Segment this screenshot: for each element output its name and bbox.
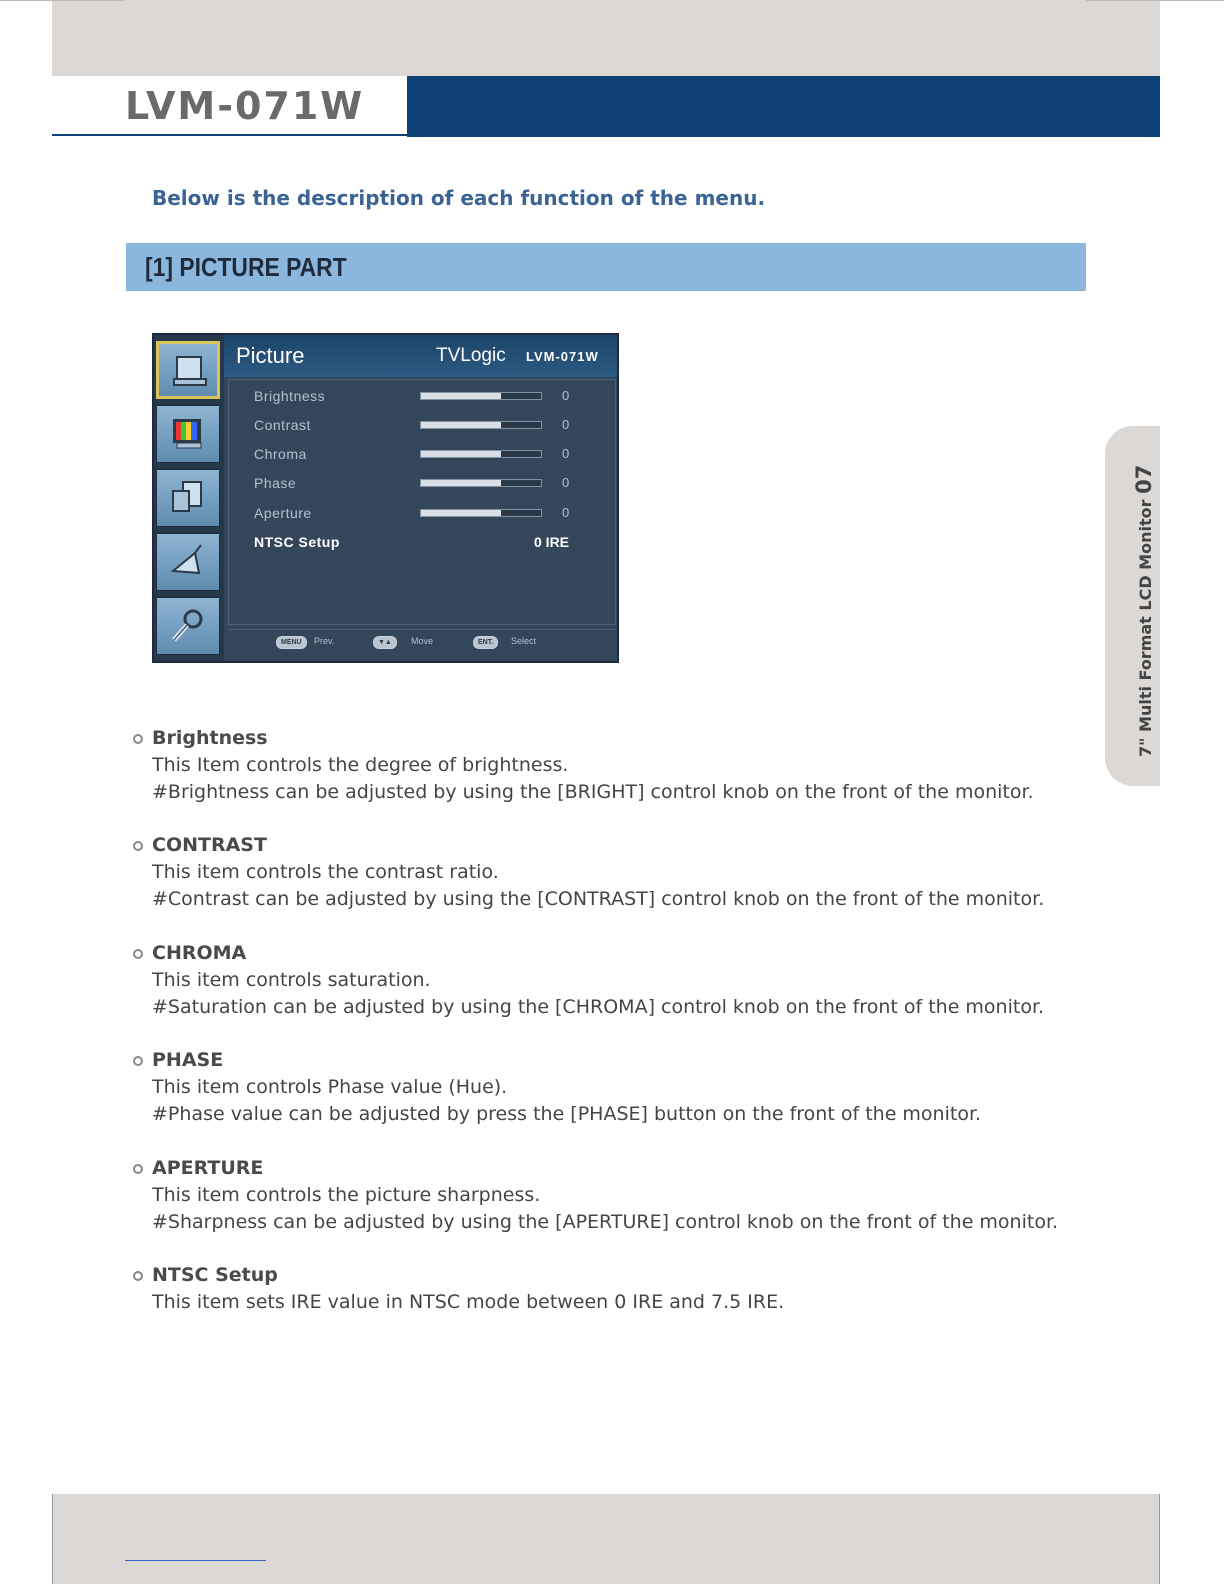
item-note: #Phase value can be adjusted by press the [PHASE] button on the front of the monitor. [152,1103,982,1125]
item-description: This Item controls the degree of brightness. [152,754,569,776]
osd-enter-key-label: Select [511,636,537,646]
item-description: This item controls the contrast ratio. [152,861,499,883]
header-rule-left [0,0,125,1]
item-note: #Saturation can be adjusted by using the [CHROMA] control knob on the front of the monitor. [152,996,1045,1018]
osd-bar-phase [420,479,542,487]
item-description: This item controls the picture sharpness. [152,1184,541,1206]
item-note: #Brightness can be adjusted by using the [BRIGHT] control knob on the front of the monitor. [152,781,1034,803]
osd-menu-key-label: Prev. [314,636,335,646]
item-description: This item sets IRE value in NTSC mode between 0 IRE and 7.5 IRE. [152,1291,785,1313]
footer-edge-left [52,1494,53,1584]
bullet-icon [133,841,143,851]
bullet-icon [133,1271,143,1281]
item-title: Brightness [152,727,268,749]
bullet-icon [133,949,143,959]
osd-menu-key: MENU [276,636,307,649]
item-title: CONTRAST [152,834,267,856]
osd-title: Picture [236,343,305,368]
footer-edge-right [1159,1494,1160,1584]
osd-bar-contrast [420,421,542,429]
wrench-icon [156,597,220,655]
satellite-icon [156,533,220,591]
osd-label-brightness: Brightness [254,388,326,404]
color-bars-icon [156,405,220,463]
header-blue-band [407,76,1160,137]
osd-value-phase: 0 [562,475,570,490]
osd-value-contrast: 0 [562,417,570,432]
item-contrast [152,832,1044,913]
osd-value-chroma: 0 [562,446,570,461]
item-note: #Sharpness can be adjusted by using the [APERTURE] control knob on the front of the monitor. [152,1211,1059,1233]
osd-move-key-label: Move [411,636,434,646]
item-description: This item controls Phase value (Hue). [152,1076,508,1098]
item-phase [152,1047,981,1128]
item-description: This item controls saturation. [152,969,431,991]
footer-link-underline [125,1560,266,1561]
monitor-icon [156,341,220,399]
osd-enter-key: ENT. [473,636,498,649]
item-brightness [152,725,1034,806]
item-ntsc-setup [152,1262,784,1316]
side-tab-label: 7" Multi Format LCD Monitor [1136,499,1155,757]
item-note: #Contrast can be adjusted by using the [CONTRAST] control knob on the front of the monitor. [152,888,1045,910]
item-title: PHASE [152,1049,224,1071]
model-logo: LVM-071W [125,84,365,128]
osd-bar-aperture [420,509,542,517]
header-rule-right [1086,0,1224,1]
intro-text: Below is the description of each function of the menu. [152,186,766,210]
osd-bar-chroma [420,450,542,458]
osd-label-chroma: Chroma [254,446,307,462]
header-band [52,0,1160,76]
osd-footer [228,629,616,656]
osd-value-aperture: 0 [562,505,570,520]
osd-value-ntsc: 0 IRE [534,534,570,550]
section-title: [1] PICTURE PART [145,252,347,282]
osd-brand: TVLogic [436,345,506,366]
side-tab-text [1132,465,1156,757]
bullet-icon [133,1164,143,1174]
osd-label-aperture: Aperture [254,505,312,521]
bullet-icon [133,1056,143,1066]
page-number: 07 [1132,464,1156,494]
osd-model: LVM-071W [526,349,599,364]
item-title: APERTURE [152,1157,264,1179]
osd-value-brightness: 0 [562,388,570,403]
frames-icon [156,469,220,527]
item-chroma [152,940,1044,1021]
osd-label-contrast: Contrast [254,417,311,433]
osd-panel [228,379,616,625]
osd-move-key: ▼▲ [373,636,397,649]
osd-icon-column [154,335,224,661]
item-title: CHROMA [152,942,247,964]
osd-label-phase: Phase [254,475,297,491]
footer-band [52,1494,1160,1584]
osd-label-ntsc: NTSC Setup [254,534,340,550]
item-aperture [152,1155,1058,1236]
osd-menu-screenshot [152,333,619,663]
item-title: NTSC Setup [152,1264,278,1286]
osd-bar-brightness [420,392,542,400]
bullet-icon [133,734,143,744]
